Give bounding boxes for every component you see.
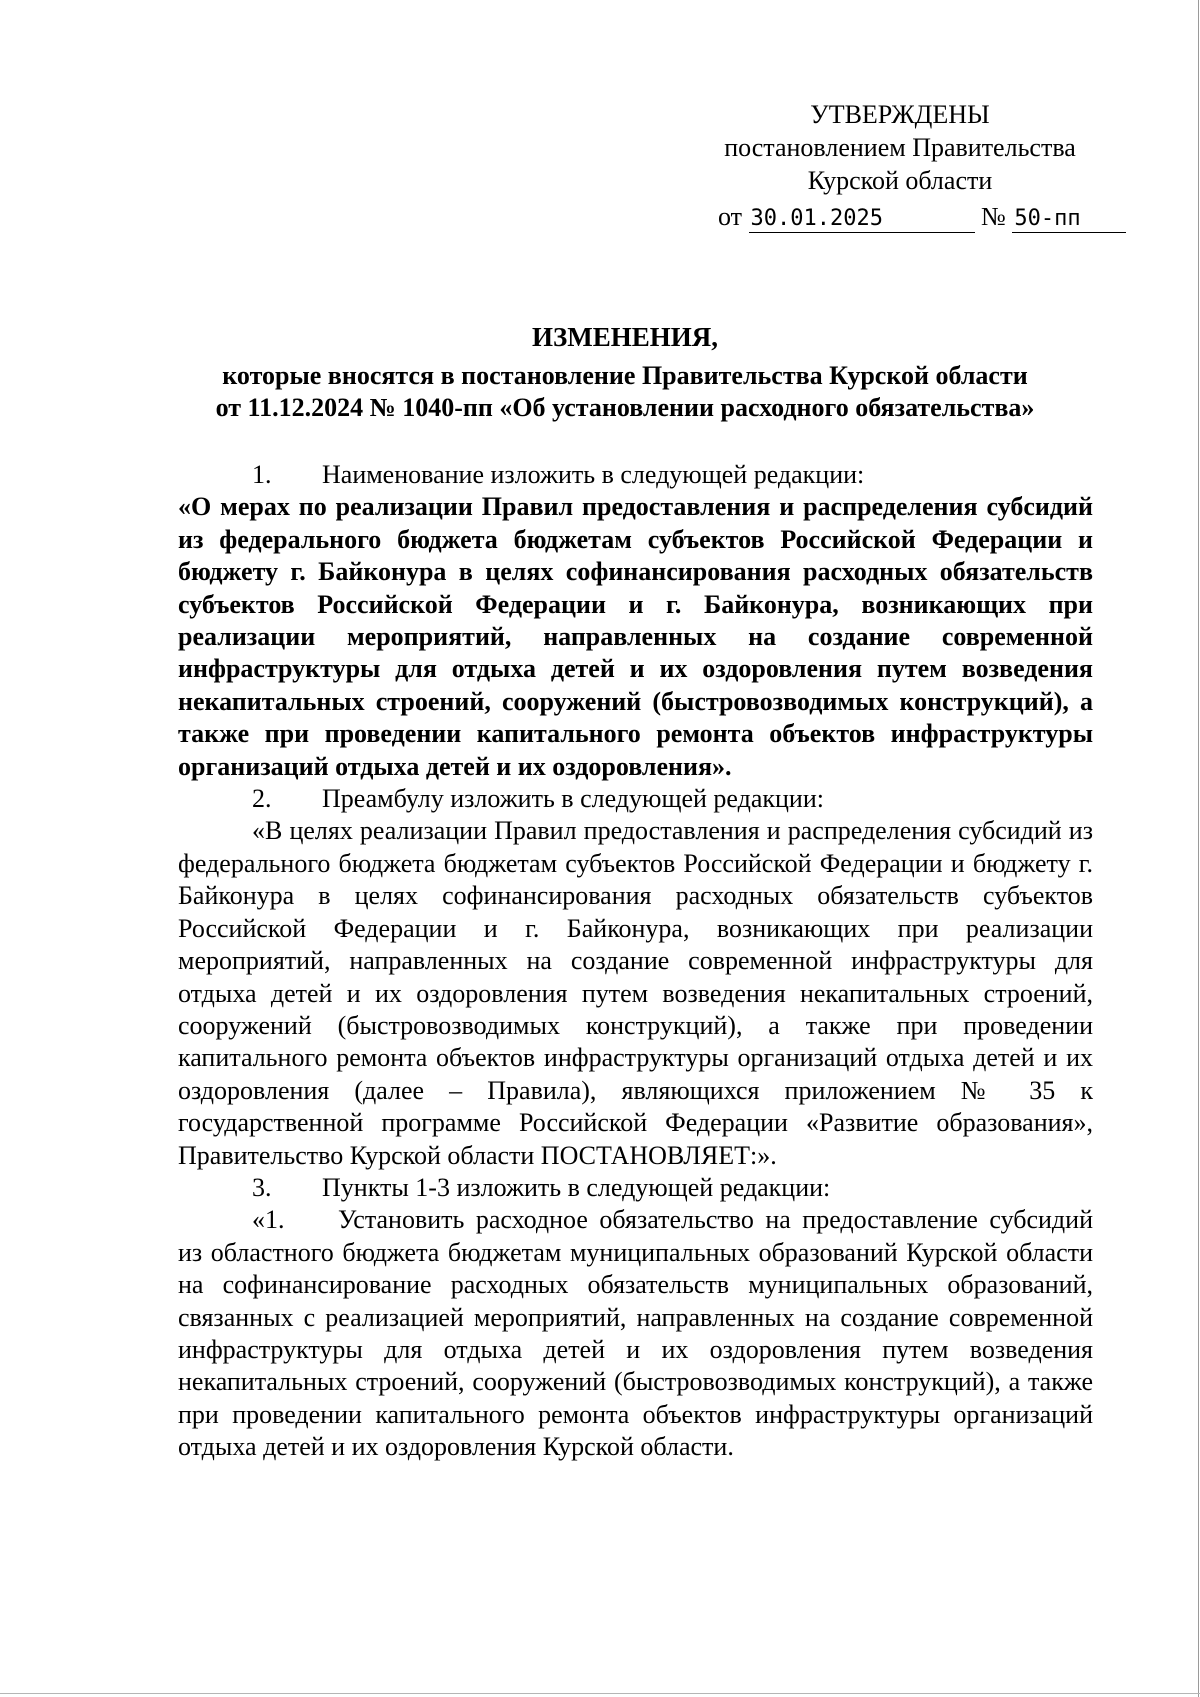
- subtitle-line-1: которые вносятся в постановление Правительства Курской области: [222, 361, 1028, 390]
- approval-title: УТВЕРЖДЕНЫ: [810, 100, 990, 129]
- approval-date-line: [718, 200, 1118, 233]
- item-3-content: [178, 1204, 1093, 1463]
- item-2-content: «В целях реализации Правил предоставления и распределения субсидий из федерального бюджета бюджетам субъектов Российской Федерации и бюджету г. Байконура в целях софинансирования расходных обязательств субъектов Российской Федерации и г. Байконура, возникающих при реализации мероприятий, направленных на создание современной инфраструктуры для отдыха детей и их оздоровления путем возведения некапитальных строений, сооружений (быстровозводимых конструкций), а также при проведении капитального ремонта объектов инфраструктуры организаций отдыха детей и их оздоровления (далее – Правила), являющихся приложением № 35 к государственной программе Российской Федерации «Развитие образования», Правительство Курской области ПОСТАНОВЛЯЕТ:».: [178, 816, 1093, 1170]
- approval-line-1: постановлением Правительства: [724, 133, 1076, 162]
- item-3-content-number: «1.: [252, 1205, 285, 1235]
- number-prefix: №: [981, 202, 1006, 231]
- document-title: ИЗМЕНЕНИЯ,: [531, 322, 718, 352]
- item-3-intro-text: Пункты 1-3 изложить в следующей редакции:: [322, 1172, 831, 1202]
- approval-line-2: Курской области: [807, 166, 993, 195]
- item-1-intro: [178, 459, 1093, 491]
- subtitle-line-2: от 11.12.2024 № 1040-пп «Об установлении расходного обязательства»: [215, 393, 1035, 422]
- document-body: [178, 459, 1093, 1464]
- approval-number: 50-пп: [1012, 206, 1126, 233]
- item-2-intro: [178, 783, 1093, 815]
- date-prefix: от: [718, 202, 743, 231]
- item-1-number: 1.: [252, 460, 272, 489]
- item-1-content: «О мерах по реализации Правил предоставления и распределения субсидий из федерального бюджета бюджетам субъектов Российской Федерации и бюджету г. Байконура в целях софинансирования расходных обязательств субъектов Российской Федерации и г. Байконура, возникающих при реализации мероприятий, направленных на создание современной инфраструктуры для отдыха детей и их оздоровления путем возведения некапитальных строений, сооружений (быстровозводимых конструкций), а также при проведении капитального ремонта объектов инфраструктуры организаций отдыха детей и их оздоровления».: [178, 492, 1093, 781]
- item-3-number: 3.: [252, 1172, 272, 1202]
- item-3-intro: [178, 1172, 1093, 1204]
- scan-edge-bottom: [0, 1693, 1200, 1694]
- document-subtitle: [160, 360, 1090, 424]
- item-2-number: 2.: [252, 784, 272, 814]
- item-1-intro-text: Наименование изложить в следующей редакции:: [322, 460, 865, 489]
- scan-edge-right: [1198, 0, 1199, 1697]
- approval-date: 30.01.2025: [749, 206, 975, 233]
- approval-block: [690, 98, 1110, 197]
- item-3-content-text: Установить расходное обязательство на предоставление субсидий из областного бюджета бюджетам муниципальных образований Курской области на софинансирование расходных обязательств муниципальных образований, связанных с реализацией мероприятий, направленных на создание современной инфраструктуры для отдыха детей и их оздоровления путем возведения некапитальных строений, сооружений (быстровозводимых конструкций), а также при проведении капитального ремонта объектов инфраструктуры организаций отдыха детей и их оздоровления Курской области.: [178, 1205, 1093, 1462]
- item-2-intro-text: Преамбулу изложить в следующей редакции:: [322, 784, 824, 814]
